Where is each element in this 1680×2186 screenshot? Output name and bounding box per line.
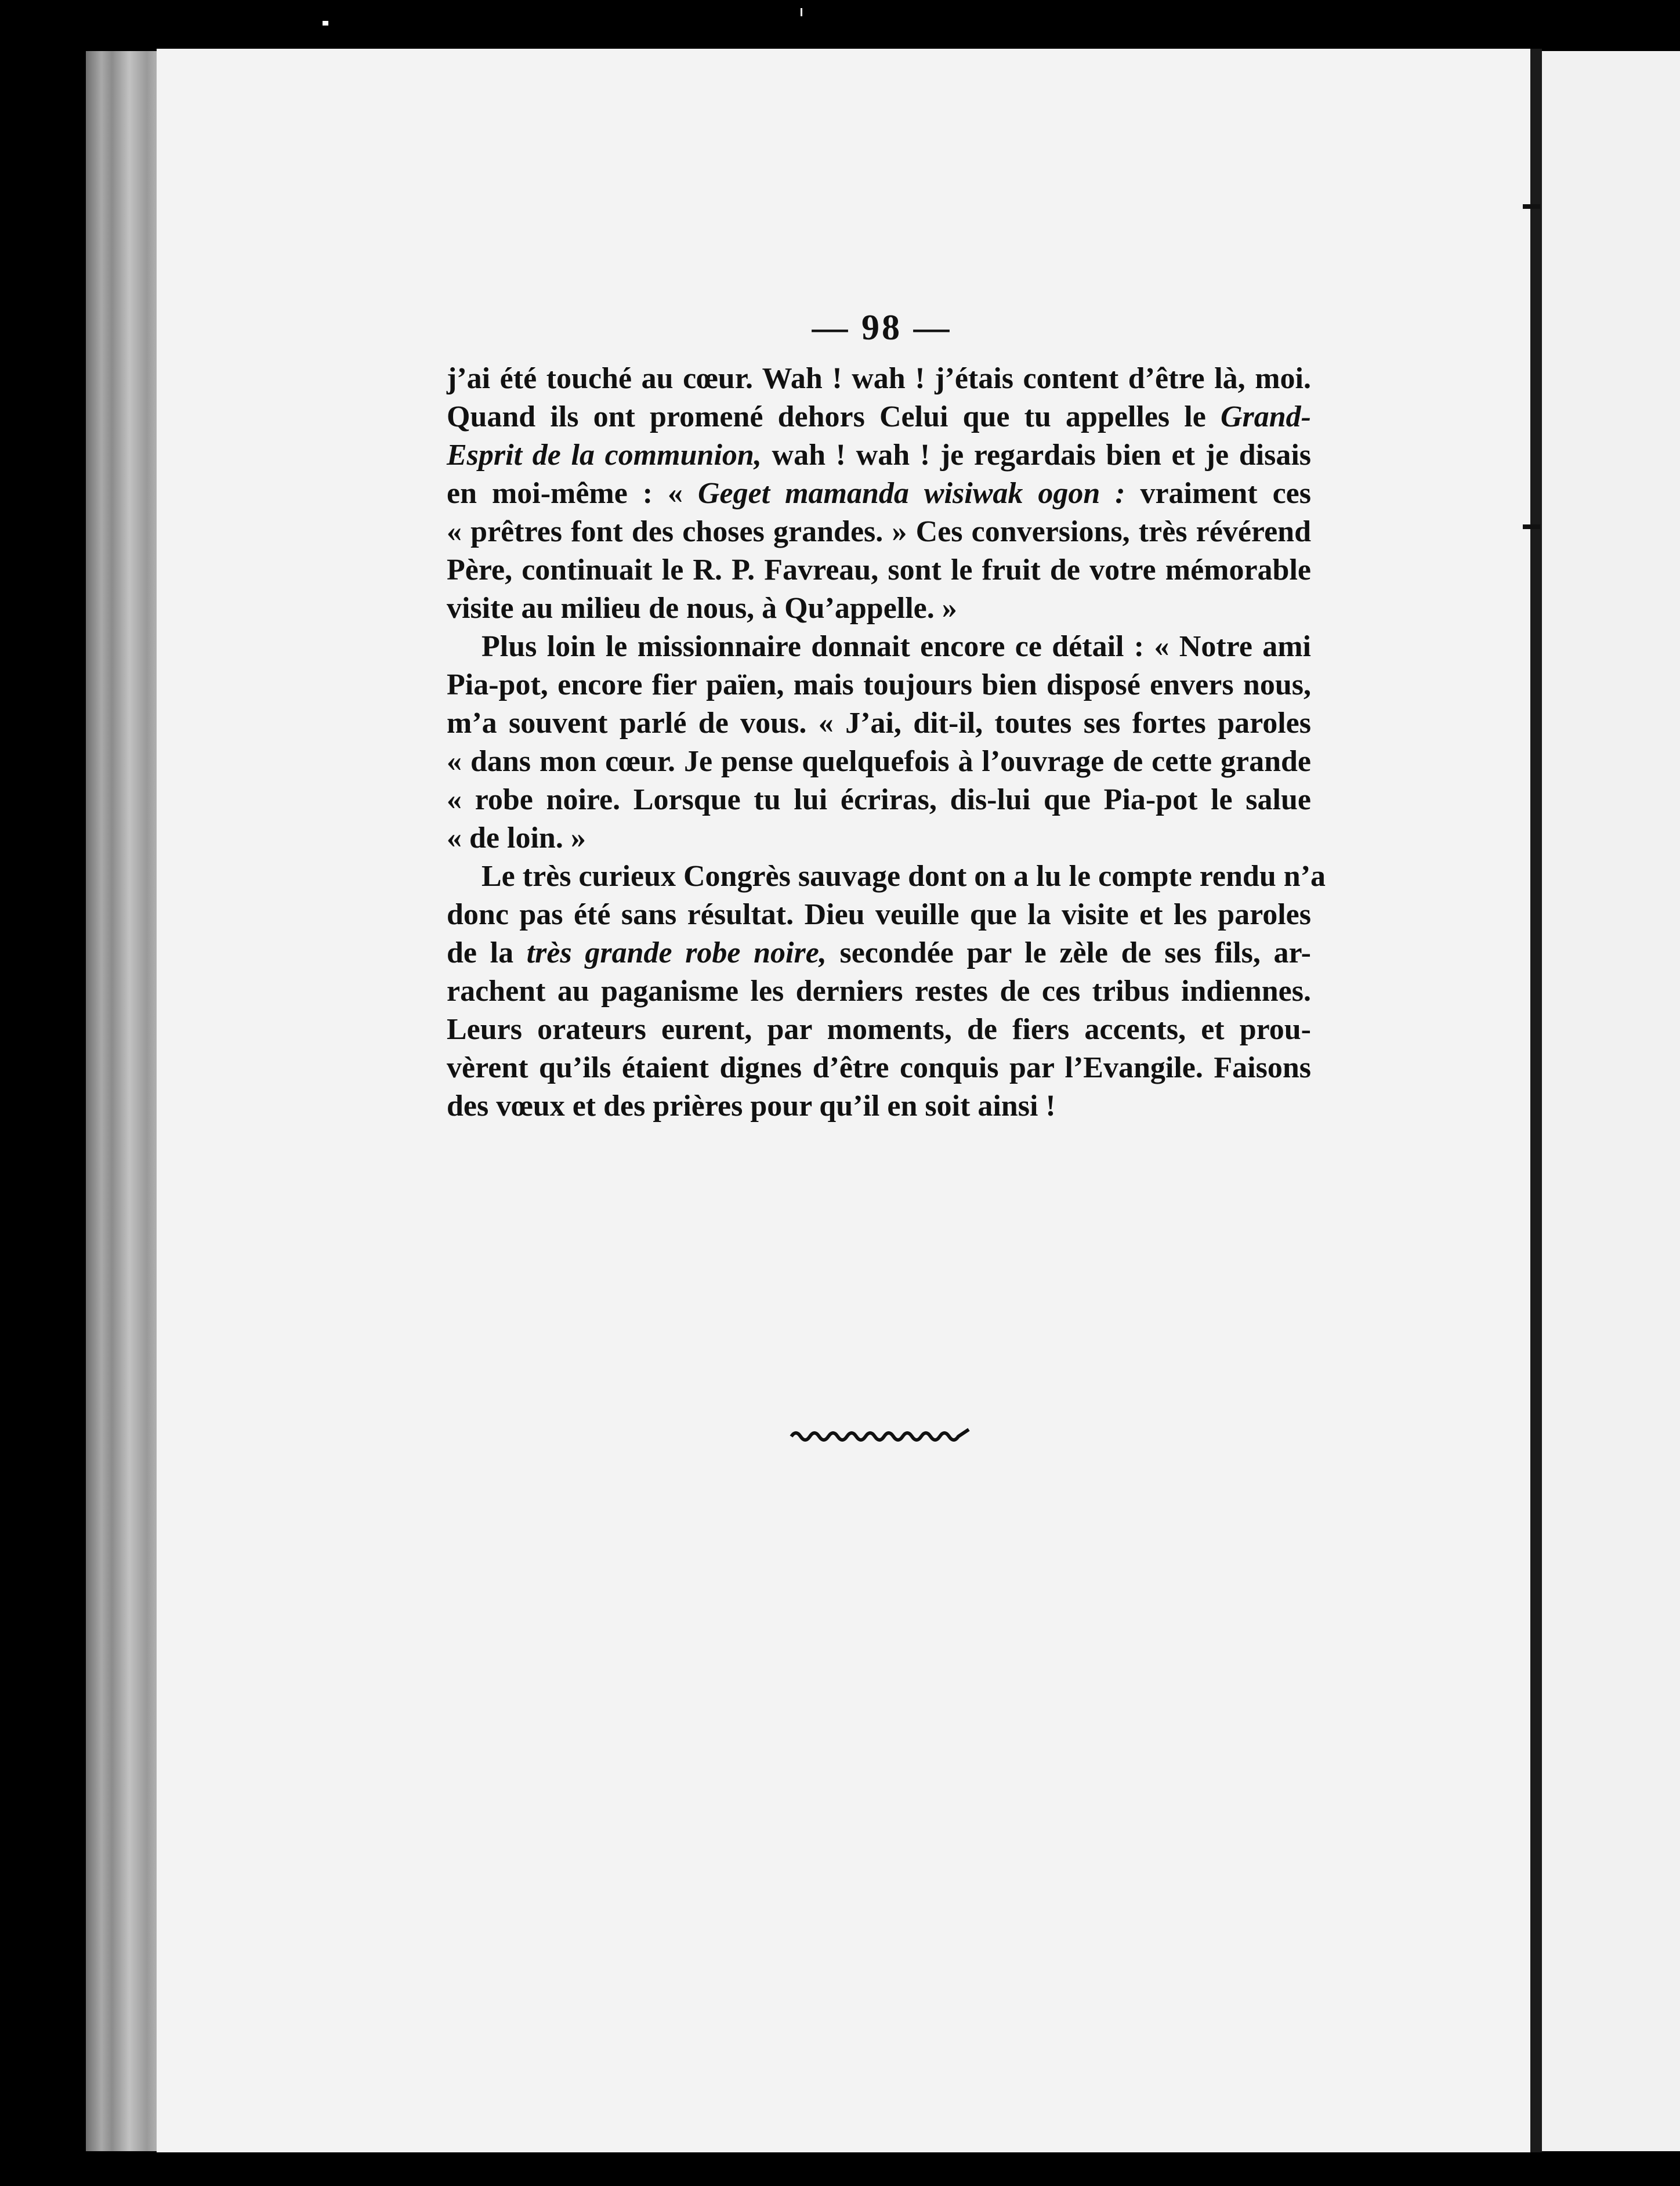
text-segment: « prêtres font des choses grandes. » Ces conversions, très révérend	[447, 515, 1311, 548]
italic-text-segment: Esprit de la communion,	[447, 439, 762, 472]
italic-text-segment: Grand-	[1220, 400, 1311, 433]
text-segment: vèrent qu’ils étaient dignes d’être conquis par l’Evangile. Faisons	[447, 1051, 1311, 1084]
text-segment: Leurs orateurs eurent, par moments, de fiers accents, et prou-	[447, 1013, 1311, 1046]
text-line	[447, 1049, 1311, 1087]
facing-page-edge	[1542, 51, 1680, 2151]
italic-text-segment: très grande robe noire,	[526, 936, 827, 969]
gutter-mark	[1523, 524, 1540, 529]
text-line	[447, 398, 1311, 436]
text-line	[447, 1011, 1311, 1049]
text-segment: « dans mon cœur. Je pense quelquefois à l’ouvrage de cette grande	[447, 745, 1311, 778]
text-line	[447, 857, 1326, 896]
book-gutter	[1530, 49, 1542, 2152]
text-line	[447, 896, 1311, 934]
page-number: — 98 —	[812, 308, 952, 348]
text-segment: rachent au paganisme les derniers restes de ces tribus indiennes.	[447, 975, 1311, 1008]
text-segment: vraiment ces	[1125, 477, 1311, 510]
gutter-mark	[1523, 204, 1540, 209]
text-segment: Quand ils ont promené dehors Celui que tu appelles le	[447, 400, 1221, 433]
text-segment: wah ! wah ! je regardais bien et je disais	[761, 439, 1312, 472]
text-line	[447, 704, 1311, 743]
text-segment: Pia-pot, encore fier païen, mais toujours bien disposé envers nous,	[447, 668, 1311, 701]
text-segment: « de loin. »	[447, 821, 586, 855]
text-line	[447, 819, 1311, 857]
italic-text-segment: Geget mamanda wisiwak ogon :	[698, 477, 1125, 510]
text-segment: m’a souvent parlé de vous. « J’ai, dit-il, toutes ses fortes paroles	[447, 707, 1311, 740]
text-segment: secondée par le zèle de ses fils, ar-	[826, 936, 1311, 969]
text-line	[447, 628, 1311, 666]
text-segment: Père, continuait le R. P. Favreau, sont le fruit de votre mémorable	[447, 553, 1311, 587]
text-segment: en moi-même : «	[447, 477, 698, 510]
text-segment: des vœux et des prières pour qu’il en soit ainsi !	[447, 1090, 1056, 1123]
scan-speck	[801, 8, 802, 16]
text-segment: « robe noire. Lorsque tu lui écriras, dis-lui que Pia-pot le salue	[447, 783, 1311, 816]
text-segment: Plus loin le missionnaire donnait encore ce détail : « Notre ami	[481, 630, 1311, 663]
text-line	[447, 589, 1311, 628]
text-segment: j’ai été touché au cœur. Wah ! wah ! j’étais content d’être là, moi.	[447, 362, 1311, 395]
text-segment: de la	[447, 936, 527, 969]
scan-speck	[323, 21, 328, 26]
text-line	[447, 360, 1311, 398]
text-line	[447, 551, 1311, 589]
text-line	[447, 934, 1311, 972]
text-line	[447, 1087, 1311, 1125]
text-line	[447, 475, 1311, 513]
text-line	[447, 743, 1311, 781]
text-line	[447, 436, 1311, 475]
body-text	[447, 360, 1326, 1125]
text-segment: Le très curieux Congrès sauvage dont on a lu le compte rendu n’a	[481, 860, 1326, 893]
text-segment: donc pas été sans résultat. Dieu veuille que la visite et les paroles	[447, 898, 1311, 931]
wavy-rule-ornament	[789, 1426, 975, 1443]
text-line	[447, 666, 1311, 704]
text-line	[447, 781, 1311, 819]
text-line	[447, 972, 1311, 1011]
text-line	[447, 513, 1311, 551]
text-segment: visite au milieu de nous, à Qu’appelle. »	[447, 592, 957, 625]
